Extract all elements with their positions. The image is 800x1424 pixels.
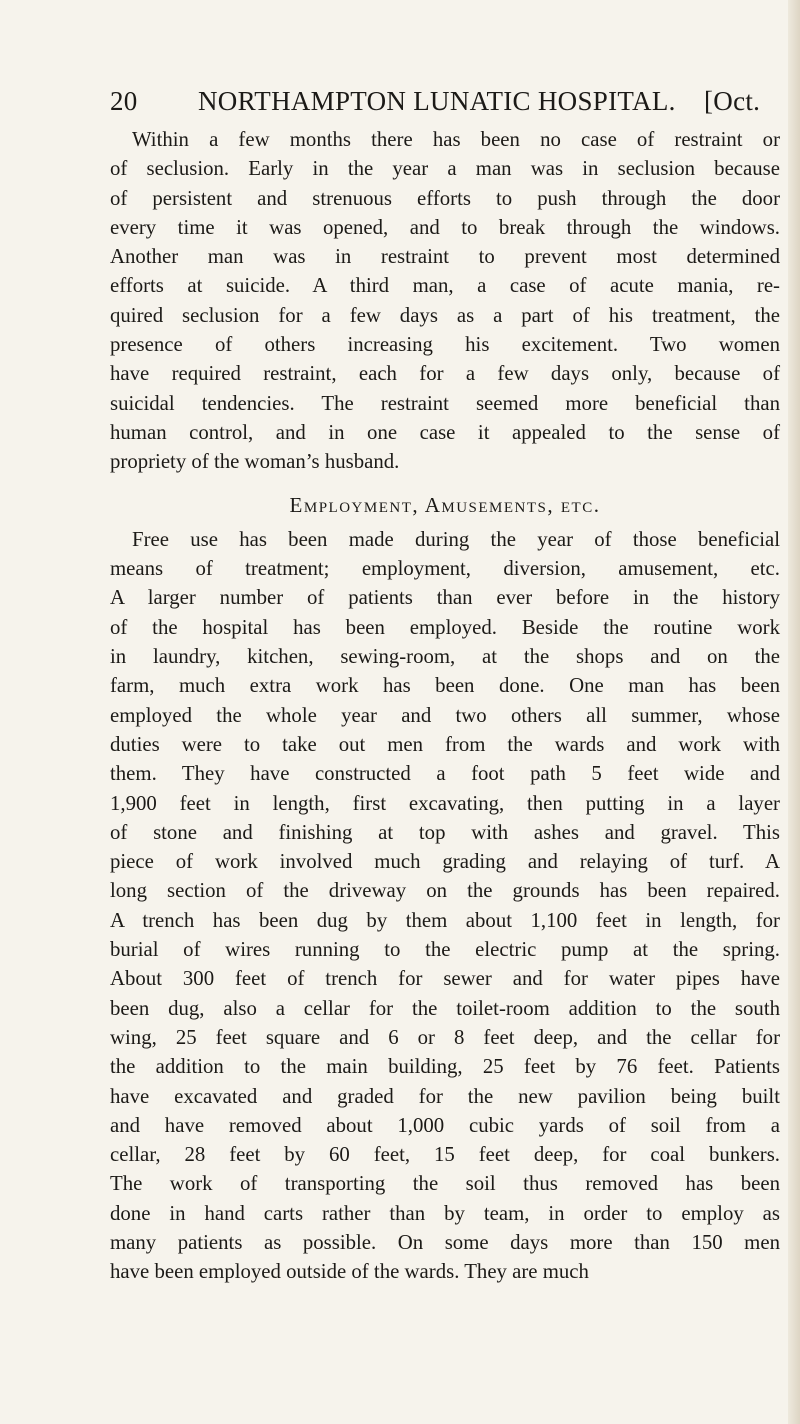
- text-line: quired seclusion for a few days as a part of his treatment, the: [110, 303, 780, 327]
- text-line: Free use has been made during the year of those beneficial: [132, 527, 780, 551]
- text-line: piece of work involved much grading and relaying of turf. A: [110, 850, 780, 874]
- section-heading: Employment, Amusements, etc.: [289, 492, 601, 517]
- running-title: NORTHAMPTON LUNATIC HOSPITAL.: [198, 86, 676, 116]
- paragraph-restraint: [110, 125, 780, 477]
- paragraph-employment: [110, 525, 780, 1287]
- text-line: Within a few months there has been no case of restraint or: [132, 128, 780, 151]
- text-line: employed the whole year and two others all summer, whose: [110, 703, 780, 727]
- text-line: cellar, 28 feet by 60 feet, 15 feet deep, for coal bunkers.: [110, 1143, 780, 1167]
- text-line: 1,900 feet in length, first excavating, then putting in a layer: [110, 791, 780, 815]
- text-line: human control, and in one case it appealed to the sense of: [110, 420, 780, 444]
- text-line: wing, 25 feet square and 6 or 8 feet deep, and the cellar for: [110, 1025, 780, 1049]
- text-line: of persistent and strenuous efforts to push through the door: [110, 186, 780, 210]
- page-number: 20: [110, 86, 138, 116]
- text-line: them. They have constructed a foot path 5 feet wide and: [110, 762, 780, 786]
- text-line: of stone and finishing at top with ashes and gravel. This: [110, 820, 780, 844]
- text-line: About 300 feet of trench for sewer and for water pipes have: [110, 967, 780, 991]
- text-line: farm, much extra work has been done. One man has been: [110, 674, 780, 698]
- text-line: done in hand carts rather than by team, in order to employ as: [110, 1201, 780, 1225]
- text-line: have been employed outside of the wards. They are much: [110, 1260, 589, 1284]
- text-line: have excavated and graded for the new pavilion being built: [110, 1084, 780, 1108]
- text-line: propriety of the woman’s husband.: [110, 450, 400, 474]
- running-head: [110, 86, 790, 126]
- page-edge-shadow: [788, 0, 800, 1424]
- text-line: A larger number of patients than ever before in the history: [110, 586, 780, 610]
- text-line: means of treatment; employment, diversion, amusement, etc.: [110, 557, 780, 581]
- text-line: presence of others increasing his excitement. Two women: [110, 333, 780, 357]
- text-line: many patients as possible. On some days more than 150 men: [110, 1230, 780, 1254]
- running-month: [Oct.: [704, 86, 761, 116]
- text-line: efforts at suicide. A third man, a case of acute mania, re-: [110, 274, 780, 298]
- text-line: of the hospital has been employed. Beside the routine work: [110, 615, 780, 639]
- text-line: been dug, also a cellar for the toilet-room addition to the south: [110, 996, 780, 1020]
- text-line: suicidal tendencies. The restraint seemed more beneficial than: [110, 391, 780, 415]
- text-line: burial of wires running to the electric pump at the spring.: [110, 938, 780, 962]
- text-line: in laundry, kitchen, sewing-room, at the shops and on the: [110, 645, 780, 669]
- text-line: duties were to take out men from the wards and work with: [110, 732, 780, 756]
- text-line: have required restraint, each for a few days only, because of: [110, 362, 780, 386]
- text-line: the addition to the main building, 25 feet by 76 feet. Patients: [110, 1055, 780, 1079]
- text-line: A trench has been dug by them about 1,100 feet in length, for: [110, 908, 780, 932]
- text-line: of seclusion. Early in the year a man was in seclusion because: [110, 157, 780, 181]
- text-line: and have removed about 1,000 cubic yards of soil from a: [110, 1113, 780, 1137]
- body-text: [110, 125, 780, 1287]
- text-line: long section of the driveway on the grounds has been repaired.: [110, 879, 780, 903]
- text-line: Another man was in restraint to prevent most determined: [110, 245, 780, 269]
- text-line: every time it was opened, and to break through the windows.: [110, 215, 780, 239]
- text-line: The work of transporting the soil thus removed has been: [110, 1172, 780, 1196]
